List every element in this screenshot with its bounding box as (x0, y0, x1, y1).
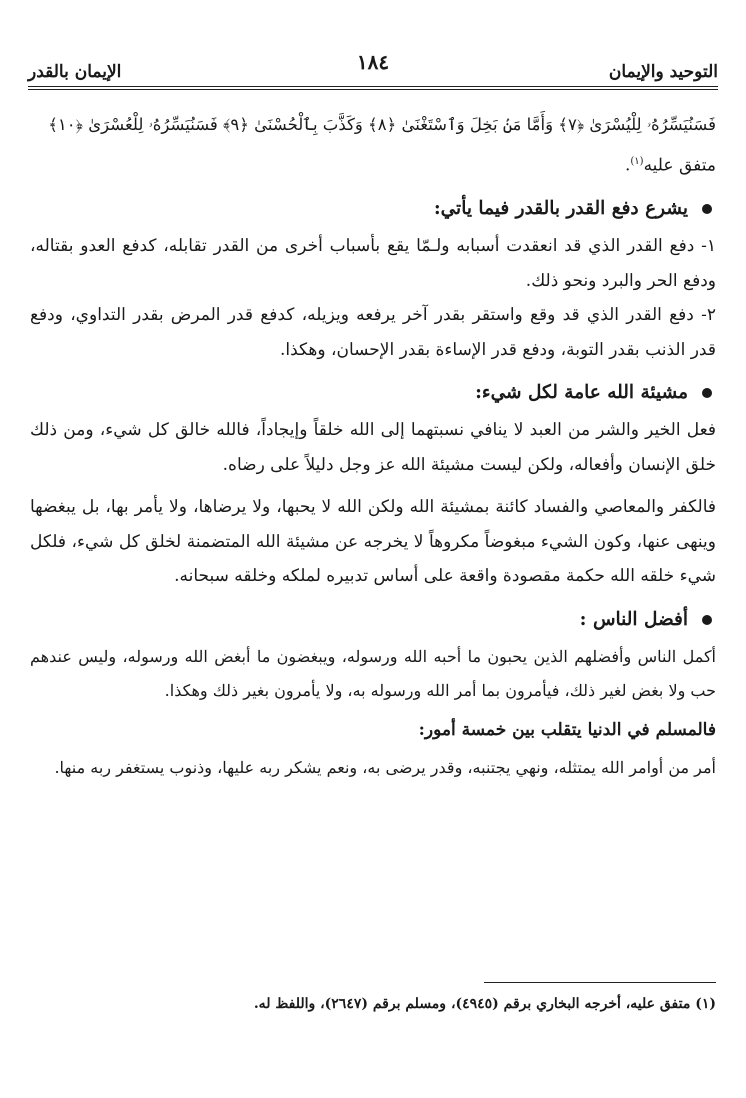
paragraph: فعل الخير والشر من العبد لا ينافي نسبتهما إلى الله خلقاً وإيجاداً، فالله خالق كل شيء، ومن ذلك خلق الإنسان وأفعاله، ولكن ليست مشيئة الله عز وجل دليلاً على رضاه. (30, 420, 716, 475)
quran-verse: فَسَنُيَسِّرُهُۥ لِلْيُسْرَىٰ ﴿٧﴾ وَأَمَّا مَنۢ بَخِلَ وَٱسْتَغْنَىٰ ﴿٨﴾ وَكَذَّبَ بِٱلْحُسْنَىٰ ﴿٩﴾ فَسَنُيَسِّرُهُۥ لِلْعُسْرَىٰ ﴿١٠﴾ (48, 115, 716, 134)
section-heading-text: أفضل الناس : (579, 608, 688, 630)
footnote-rule (484, 982, 716, 983)
paragraph: فالكفر والمعاصي والفساد كائنة بمشيئة الله ولكن الله لا يحبها، ولا يرضاها، ولا يأمر بها، بل يبغضها وينهى عنها، وكون الشيء مبغوضاً مكروهاً لا يخرجه عن مشيئة الله المتضمنة لخلق كل شيء، فلكل شيء خلقه الله حكمة مقصودة واقعة على أساس تدبيره لملكه وخلقه سبحانه. (30, 497, 716, 587)
section-heading-text: مشيئة الله عامة لكل شيء: (475, 382, 688, 404)
list-item-2: ٢- دفع القدر الذي قد وقع واستقر بقدر آخر يرفعه ويزيله، كدفع قدر المرض بقدر التداوي، ودفع قدر الذنب بقدر التوبة، ودفع قدر الإساءة بقدر الإحسان، وهكذا. (30, 305, 716, 360)
section-heading-text: يشرع دفع القدر بالقدر فيما يأتي: (433, 198, 688, 220)
paragraph: أمر من أوامر الله يمتثله، ونهي يجتنبه، وقدر يرضى به، ونعم يشكر ربه عليها، وذنوب يستغفر ربه منها. (54, 757, 716, 777)
page-header (28, 48, 718, 88)
bullet-icon (702, 615, 712, 625)
bullet-icon (702, 388, 712, 398)
subheading: فالمسلم في الدنيا يتقلب بين خمسة أمور: (418, 719, 716, 740)
footnote: (١) متفق عليه، أخرجه البخاري برقم (٤٩٤٥)، ومسلم برقم (٢٦٤٧)، واللفظ له. (253, 996, 716, 1012)
page-number: ١٨٤ (356, 50, 390, 74)
footnote-ref: (١) (630, 156, 644, 167)
section-heading-best-people (30, 602, 716, 638)
section-heading-divine-will (30, 375, 716, 411)
section-heading-repel-decree (30, 191, 716, 227)
header-book-title: التوحيد والإيمان (608, 62, 718, 82)
bullet-icon (702, 204, 712, 214)
page-body (30, 105, 716, 785)
agreed-line: متفق عليه$^{(١)}$. (624, 155, 716, 176)
paragraph: أكمل الناس وأفضلهم الذين يحبون ما أحبه الله ورسوله، ويبغضون ما أبغض الله ورسوله، وليس عندهم حب ولا بغض لغير ذلك، فيأمرون بما أمر الله ورسوله به، ولا يأمرون بغير ذلك وهكذا. (30, 646, 716, 701)
header-chapter-title: الإيمان بالقدر (28, 62, 122, 82)
list-item-1: ١- دفع القدر الذي قد انعقدت أسبابه ولـمّا يقع بأسباب أخرى من القدر تقابله، كدفع العدو بقتاله، ودفع الحر والبرد ونحو ذلك. (30, 236, 716, 291)
header-rule (28, 86, 718, 87)
agreed-text: متفق عليه (643, 155, 716, 176)
header-rule-thin (28, 89, 718, 90)
